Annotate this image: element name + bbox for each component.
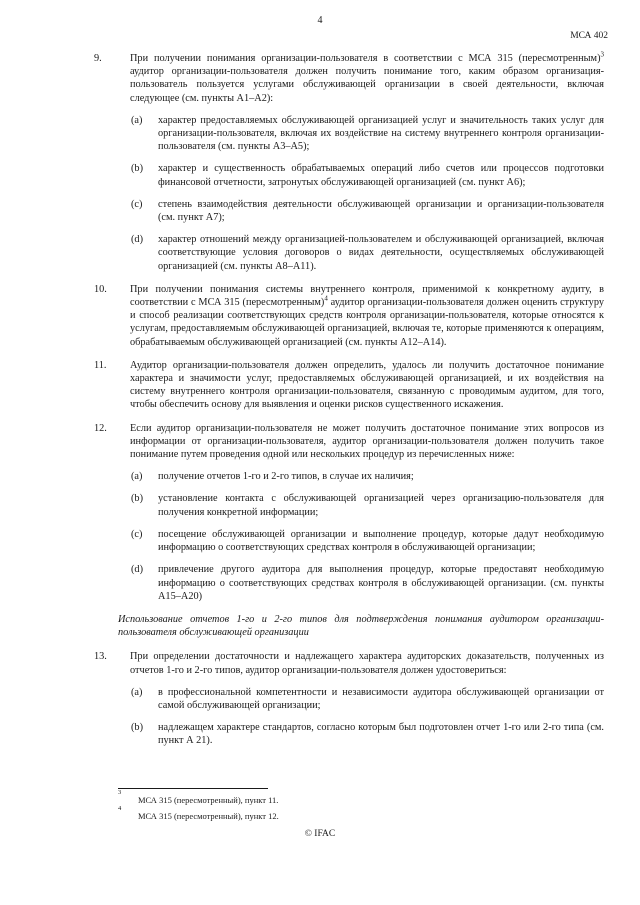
list-item [130, 492, 604, 518]
subitem-text: характер и существенность обрабатываемых операций либо счетов или процессов подготовки финансовой отчетности, затронутых обслуживающей организацией (см. пункт А6); [158, 163, 604, 188]
subitem-list [130, 114, 604, 273]
subitem-list [130, 470, 604, 603]
footnote-reference: 4 [324, 294, 328, 303]
subitem-label: (c) [131, 198, 143, 210]
paragraph [94, 50, 604, 273]
subitem-text: в профессиональной компетентности и независимости аудитора обслуживающей организации от самой обслуживающей организации; [158, 686, 604, 711]
paragraph [94, 422, 604, 603]
subitem-label: (d) [131, 234, 144, 246]
footnote-divider [118, 788, 268, 789]
subitem-text: характер предоставляемых обслуживающей организацией услуг и значительность таких услуг для организации-пользователя, включая их воздействие на систему внутреннего контроля организации-пользователя (см. пункты А3–А5); [158, 114, 604, 153]
footnote-reference: 3 [600, 50, 604, 59]
subitem-text: посещение обслуживающей организации и выполнение процедур, которые дадут необходимую информацию о соответствующих средствах контроля в обслуживающей организации; [158, 528, 604, 554]
document-code: МСА 402 [570, 31, 608, 41]
paragraph-text: При получении понимания организации-пользователя в соответствии с МСА 315 (пересмотренным) [130, 53, 601, 64]
subitem-label: (b) [131, 493, 144, 505]
page-number: 4 [317, 15, 323, 26]
document-body [94, 50, 604, 758]
paragraph-number: 11. [94, 359, 107, 371]
subitem-list [130, 686, 604, 748]
list-item [130, 563, 604, 603]
paragraph-number: 10. [94, 283, 107, 295]
paragraph [94, 359, 604, 412]
footnote-text: МСА 315 (пересмотренный), пункт 12. [138, 811, 279, 821]
list-item [130, 470, 604, 483]
paragraph-text-continued: аудитор организации-пользователя должен оценить структуру и способ реализации соответствующих средств контроля организации-пользователя, которые относятся к услугам, предоставляемым обслуживающей организацией, включая те, которые применяются к операциям, обрабатываемым обслуживающей организацией (см. пункты А12–А14). [130, 297, 604, 348]
subitem-label: (a) [131, 686, 143, 698]
paragraph-text: При определении достаточности и надлежащего характера аудиторских доказательств, полученных из отчетов 1-го и 2-го типов, аудитор организации-пользователя должен удостовериться: [130, 651, 604, 676]
subitem-label: (c) [131, 528, 143, 540]
subitem-text: надлежащем характере стандартов, согласно которым был подготовлен отчет 1-го или 2-го типа (см. пункт А 21). [158, 722, 604, 747]
paragraph-text: Если аудитор организации-пользователя не может получить достаточное понимание этих вопросов из информации от организации-пользователя, аудитор организации-пользователя должен получить такое понимание путем проведения одной или нескольких процедур из перечисленных ниже: [130, 422, 604, 461]
paragraph-list [94, 50, 604, 603]
paragraph-number: 13. [94, 651, 107, 663]
subitem-label: (a) [131, 471, 143, 483]
paragraph-text: При получении понимания системы внутреннего контроля, применимой к конкретному аудиту, в соответствии с МСА 315 (пересмотренным) [130, 283, 604, 309]
subitem-label: (d) [131, 564, 144, 576]
list-item [130, 528, 604, 554]
paragraph-text: Аудитор организации-пользователя должен определить, удалось ли получить достаточное понимание характера и значимости услуг, предоставляемых обслуживающей организацией, и их воздействия на систему внутреннего контроля организации-пользователя, связанную с проводимым аудитом, для того, чтобы обеспечить основу для выявления и оценки рисков существенного искажения. [130, 359, 604, 411]
footnote-text: МСА 315 (пересмотренный), пункт 11. [138, 795, 279, 805]
subitem-label: (b) [131, 722, 144, 734]
subitem-label: (b) [131, 163, 144, 175]
paragraph-number: 9. [94, 53, 102, 64]
list-item [130, 162, 604, 188]
subitem-text: привлечение другого аудитора для выполнения процедур, которые предоставят необходимую информацию о соответствующих средствах контроля в обслуживающей организации. (см. пункты А15–А20) [158, 564, 604, 602]
footnote: 3 МСА 315 (пересмотренный), пункт 11. [118, 789, 279, 805]
paragraph [94, 283, 604, 349]
list-item [130, 686, 604, 712]
subitem-text: степень взаимодействия деятельности обслуживающей организации и организации-пользователя (см. пункт А7); [158, 198, 604, 224]
footnotes [118, 789, 598, 827]
paragraph-13 [94, 650, 604, 747]
subitem-label: (a) [131, 114, 143, 126]
subitem-text: установление контакта с обслуживающей организацией через организацию-пользователя для получения конкретной информации; [158, 493, 604, 518]
footer-copyright: © IFAC [304, 829, 336, 839]
footnote: 4 МСА 315 (пересмотренный), пункт 12. [118, 805, 279, 821]
list-item [130, 721, 604, 747]
subitem-text: характер отношений между организацией-пользователем и обслуживающей организацией, включая соответствующие условия договоров о видах деятельности, осуществляемых обслуживающей организацией (см. пункты А8–А11). [158, 234, 604, 272]
list-item [130, 114, 604, 154]
list-item [130, 233, 604, 273]
section-heading: Использование отчетов 1-го и 2-го типов для подтверждения понимания аудитором организации-пользователя обслуживающей организации [118, 613, 604, 639]
paragraph-text-continued: аудитор организации-пользователя должен получить понимание того, каким образом организация-пользователь пользуется услугами обслуживающей организации в своей деятельности, включая следующее (см. пункты А1–А2): [130, 66, 604, 104]
subitem-text: получение отчетов 1-го и 2-го типов, в случае их наличия; [158, 471, 414, 483]
list-item [130, 198, 604, 224]
paragraph-number: 12. [94, 422, 107, 434]
